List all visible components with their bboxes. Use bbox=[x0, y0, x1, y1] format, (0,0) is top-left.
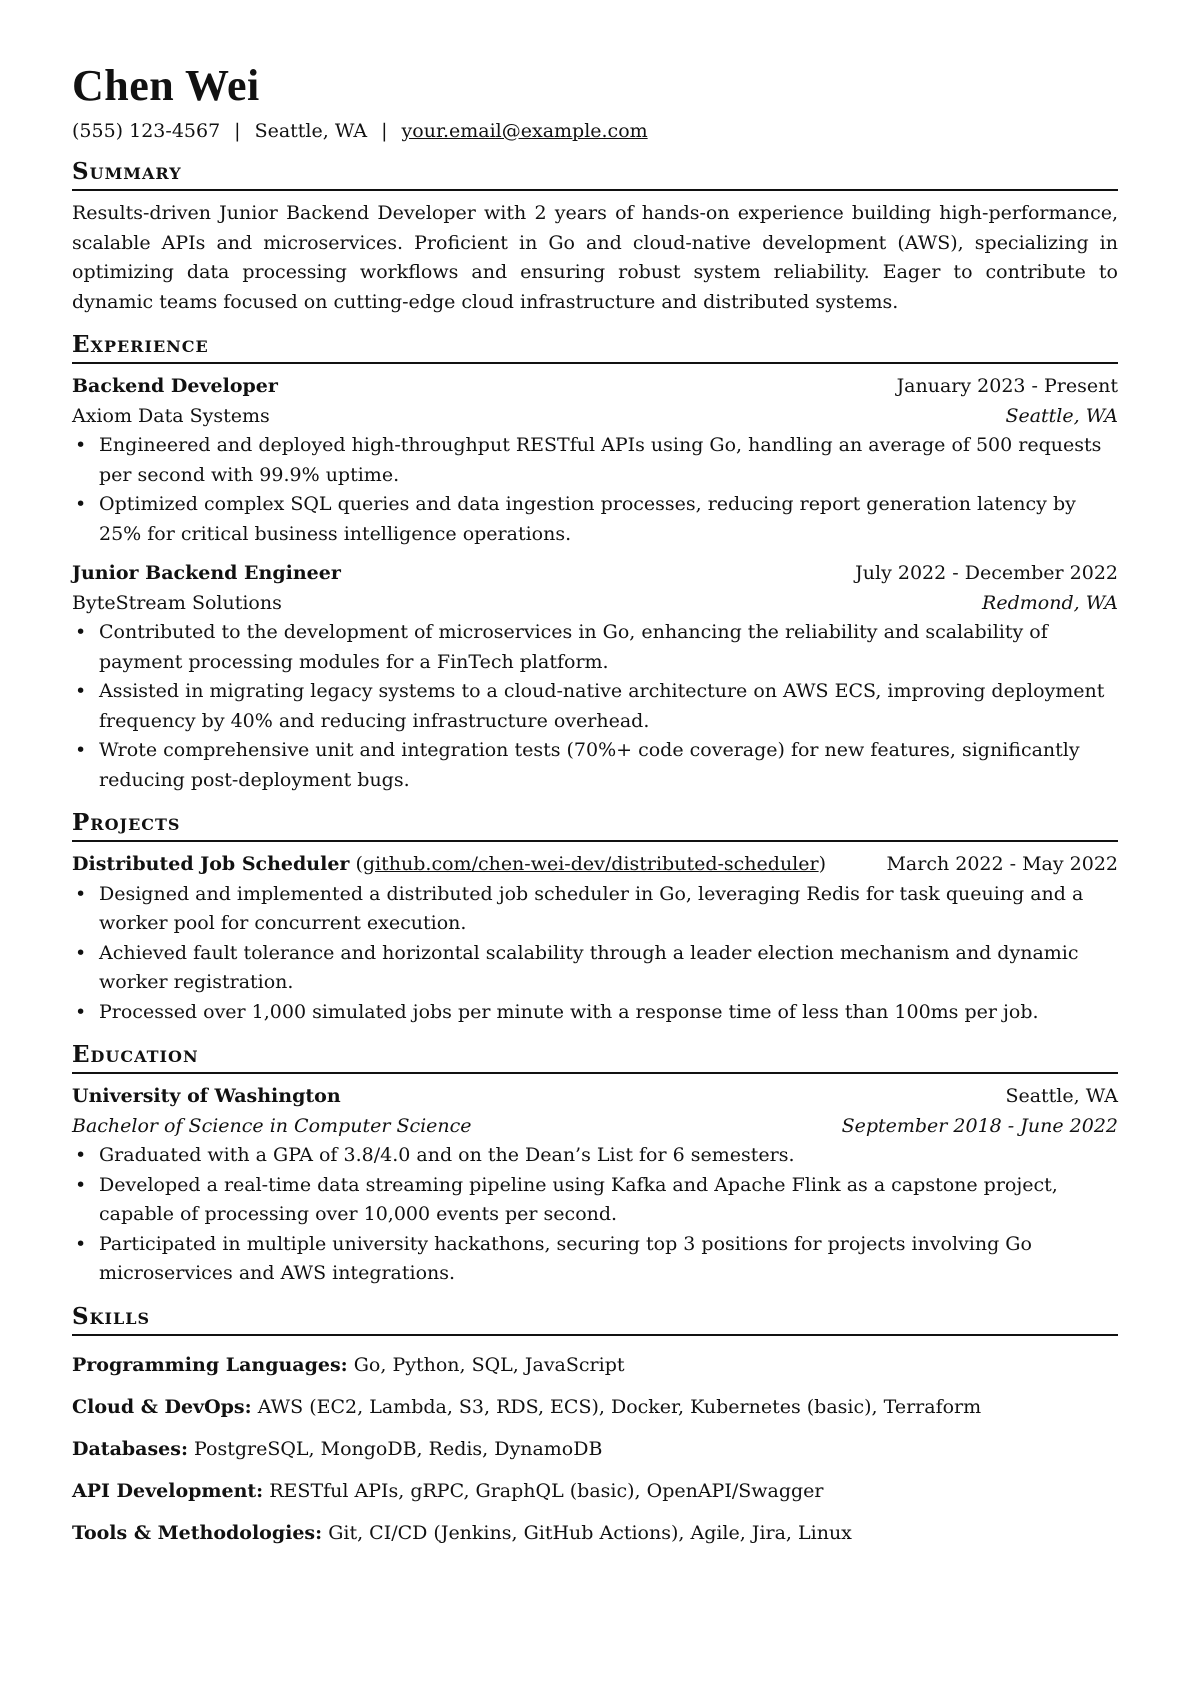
bullet-item: • Developed a real-time data streaming pipeline using Kafka and Apache Flink as a capstone project, capable of processing over 10,000 events per second. bbox=[99, 1171, 1118, 1230]
section-title-experience: Experience bbox=[72, 331, 1118, 364]
email-link[interactable]: your.email@example.com bbox=[401, 120, 648, 142]
skill-value: RESTful APIs, gRPC, GraphQL (basic), OpenAPI/Swagger bbox=[269, 1479, 824, 1502]
degree: Bachelor of Science in Computer Science bbox=[72, 1114, 472, 1137]
education-entry bbox=[72, 1082, 1118, 1289]
separator: | bbox=[234, 120, 241, 142]
job-company: ByteStream Solutions bbox=[72, 591, 282, 614]
bullet-item: • Achieved fault tolerance and horizontal scalability through a leader election mechanism and dynamic worker registration. bbox=[99, 939, 1118, 998]
project-title: Distributed Job Scheduler (github.com/chen-wei-dev/distributed-scheduler) bbox=[72, 853, 827, 875]
skill-row bbox=[72, 1512, 1118, 1554]
skill-value: AWS (EC2, Lambda, S3, RDS, ECS), Docker, Kubernetes (basic), Terraform bbox=[257, 1395, 982, 1418]
job-entry bbox=[72, 372, 1118, 549]
project-link[interactable]: github.com/chen-wei-dev/distributed-scheduler bbox=[362, 853, 819, 875]
education-section bbox=[72, 1041, 1118, 1289]
phone: (555) 123-4567 bbox=[72, 120, 221, 142]
job-header bbox=[72, 372, 1118, 402]
separator: | bbox=[381, 120, 388, 142]
section-title-skills: Skills bbox=[72, 1303, 1118, 1336]
skill-label: Tools & Methodologies: bbox=[72, 1521, 323, 1544]
education-header bbox=[72, 1082, 1118, 1112]
skill-value: PostgreSQL, MongoDB, Redis, DynamoDB bbox=[194, 1437, 603, 1460]
skill-label: Programming Languages: bbox=[72, 1353, 348, 1376]
bullet-item: • Assisted in migrating legacy systems to a cloud-native architecture on AWS ECS, improving deployment frequency by 40% and reducing infrastructure overhead. bbox=[99, 677, 1118, 736]
experience-section bbox=[72, 331, 1118, 795]
job-location: Seattle, WA bbox=[1005, 404, 1118, 427]
job-role: Junior Backend Engineer bbox=[72, 562, 341, 584]
bullet-item: • Contributed to the development of microservices in Go, enhancing the reliability and scalability of payment processing modules for a FinTech platform. bbox=[99, 618, 1118, 677]
job-role: Backend Developer bbox=[72, 375, 278, 397]
project-bullets bbox=[72, 880, 1118, 1028]
school-name: University of Washington bbox=[72, 1085, 341, 1107]
job-location: Redmond, WA bbox=[982, 591, 1118, 614]
job-bullets bbox=[72, 618, 1118, 795]
contact-line bbox=[72, 118, 1118, 144]
summary-text: Results-driven Junior Backend Developer with 2 years of hands-on experience building high-performance, scalable APIs and microservices. Proficient in Go and cloud-native development (AWS), specializing in optimizing data processing workflows and ensuring robust system reliability. Eager to contribute to dynamic teams focused on cutting-edge cloud infrastructure and distributed systems. bbox=[72, 202, 1118, 313]
bullet-item: • Wrote comprehensive unit and integration tests (70%+ code coverage) for new features, significantly reducing post-deployment bugs. bbox=[99, 736, 1118, 795]
section-title-projects: Projects bbox=[72, 809, 1118, 842]
skill-row bbox=[72, 1386, 1118, 1428]
skill-value: Git, CI/CD (Jenkins, GitHub Actions), Agile, Jira, Linux bbox=[328, 1521, 852, 1544]
section-title-summary: Summary bbox=[72, 158, 1118, 191]
skill-row bbox=[72, 1344, 1118, 1386]
job-subheader bbox=[72, 589, 1118, 619]
job-dates: July 2022 - December 2022 bbox=[855, 562, 1118, 584]
skill-value: Go, Python, SQL, JavaScript bbox=[353, 1353, 625, 1376]
location: Seattle, WA bbox=[254, 120, 368, 142]
project-dates: March 2022 - May 2022 bbox=[886, 853, 1118, 875]
section-title-education: Education bbox=[72, 1041, 1118, 1074]
projects-section bbox=[72, 809, 1118, 1027]
project-header bbox=[72, 850, 1118, 880]
bullet-item: • Engineered and deployed high-throughput RESTful APIs using Go, handling an average of 500 requests per second with 99.9% uptime. bbox=[99, 431, 1118, 490]
job-entry bbox=[72, 559, 1118, 795]
bullet-item: • Participated in multiple university hackathons, securing top 3 positions for projects involving Go microservices and AWS integrations. bbox=[99, 1230, 1118, 1289]
job-dates: January 2023 - Present bbox=[896, 375, 1118, 397]
bullet-item: • Optimized complex SQL queries and data ingestion processes, reducing report generation latency by 25% for critical business intelligence operations. bbox=[99, 490, 1118, 549]
education-subheader bbox=[72, 1112, 1118, 1142]
bullet-item: • Processed over 1,000 simulated jobs per minute with a response time of less than 100ms per job. bbox=[99, 998, 1118, 1028]
skill-label: Databases: bbox=[72, 1437, 188, 1460]
skill-label: API Development: bbox=[72, 1479, 264, 1502]
candidate-name: Chen Wei bbox=[72, 61, 260, 110]
skill-row bbox=[72, 1470, 1118, 1512]
project-entry bbox=[72, 850, 1118, 1027]
project-name: Distributed Job Scheduler bbox=[72, 853, 350, 875]
job-header bbox=[72, 559, 1118, 589]
job-company: Axiom Data Systems bbox=[72, 404, 270, 427]
skill-label: Cloud & DevOps: bbox=[72, 1395, 252, 1418]
education-dates: September 2018 - June 2022 bbox=[841, 1114, 1118, 1137]
bullet-item: • Designed and implemented a distributed job scheduler in Go, leveraging Redis for task queuing and a worker pool for concurrent execution. bbox=[99, 880, 1118, 939]
skills-section bbox=[72, 1303, 1118, 1554]
job-bullets bbox=[72, 431, 1118, 549]
summary-section bbox=[72, 158, 1118, 317]
school-location: Seattle, WA bbox=[1005, 1085, 1118, 1107]
job-subheader bbox=[72, 402, 1118, 432]
skill-row bbox=[72, 1428, 1118, 1470]
education-bullets bbox=[72, 1141, 1118, 1289]
bullet-item: • Graduated with a GPA of 3.8/4.0 and on the Dean’s List for 6 semesters. bbox=[99, 1141, 1118, 1171]
